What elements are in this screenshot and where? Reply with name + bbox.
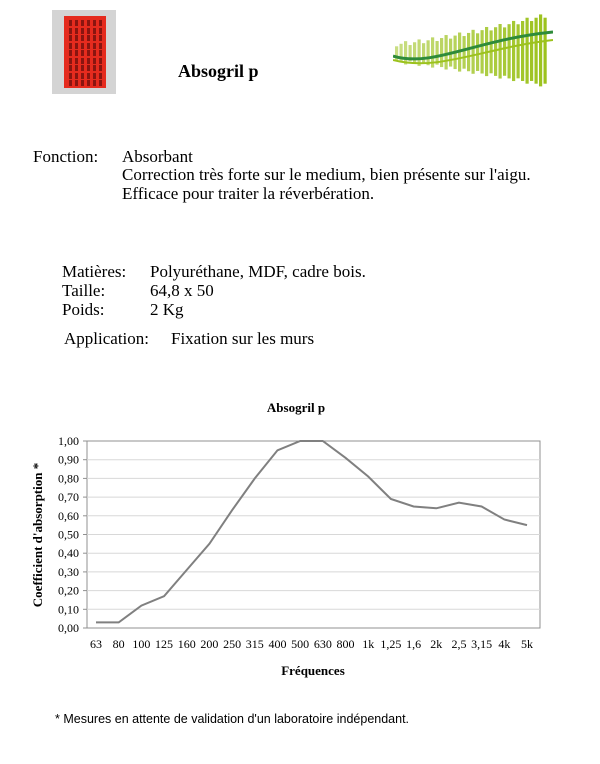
panel-slot — [99, 58, 102, 64]
logo-bar — [521, 21, 524, 81]
panel-slot — [87, 50, 90, 56]
panel-slot — [81, 20, 84, 26]
poids-value: 2 Kg — [150, 300, 184, 319]
fonction-label: Fonction: — [33, 147, 99, 166]
x-tick-label: 63 — [90, 637, 102, 651]
panel-slot — [87, 73, 90, 79]
brand-logo — [393, 10, 553, 90]
panel-slot — [69, 28, 72, 34]
logo-bar — [467, 33, 470, 71]
x-tick-label: 3,15 — [471, 637, 493, 651]
footnote: * Mesures en attente de validation d'un laboratoire indépendant. — [55, 712, 410, 726]
logo-bar — [494, 27, 497, 76]
logo-bar — [472, 30, 475, 74]
panel-slot — [93, 58, 96, 64]
panel-slot — [75, 73, 78, 79]
x-axis-label: Fréquences — [281, 663, 345, 678]
panel-slot — [81, 65, 84, 71]
panel-slot — [93, 65, 96, 71]
logo-bar — [499, 24, 502, 79]
grid-lines — [83, 441, 540, 628]
panel-slot — [81, 43, 84, 49]
application-label: Application: — [64, 329, 149, 348]
x-tick-label: 80 — [112, 637, 125, 651]
y-tick-label: 0,40 — [58, 546, 79, 561]
panel-slot — [87, 43, 90, 49]
panel-slot — [87, 28, 90, 34]
panel-slot — [81, 50, 84, 56]
panel-slot — [99, 43, 102, 49]
panel-slot — [81, 28, 84, 34]
logo-bar — [512, 21, 515, 81]
logo-bar — [535, 18, 538, 84]
matieres-label: Matières: — [62, 262, 127, 281]
logo-bar — [476, 33, 479, 71]
x-tick-label: 1,6 — [406, 637, 422, 651]
y-tick-label: 0,20 — [58, 583, 79, 598]
panel-slot — [93, 28, 96, 34]
panel-slot — [69, 65, 72, 71]
y-tick-label: 0,70 — [58, 490, 79, 505]
poids-label: Poids: — [62, 300, 105, 319]
logo-bar — [427, 40, 430, 65]
fonction-value: Absorbant — [122, 147, 193, 166]
panel-slot — [69, 43, 72, 49]
absorption-chart — [0, 390, 600, 690]
x-tick-label: 400 — [268, 637, 287, 651]
logo-bar — [404, 41, 407, 64]
x-tick-label: 1,25 — [380, 637, 402, 651]
x-tick-label: 5k — [521, 637, 533, 651]
panel-slot — [99, 50, 102, 56]
logo-bar — [418, 39, 421, 65]
y-tick-label: 0,90 — [58, 452, 79, 467]
panel-slot — [99, 35, 102, 41]
y-tick-label: 0,50 — [58, 527, 79, 542]
y-tick-label: 0,00 — [58, 621, 79, 635]
logo-bar — [544, 18, 547, 84]
panel-slot — [69, 73, 72, 79]
y-tick-labels — [58, 434, 79, 635]
x-tick-label: 100 — [132, 637, 151, 651]
panel-slot — [99, 80, 102, 86]
panel-slot — [93, 50, 96, 56]
x-tick-label: 160 — [177, 637, 196, 651]
panel-slot — [99, 20, 102, 26]
y-tick-label: 0,30 — [58, 564, 79, 579]
y-tick-label: 0,60 — [58, 508, 79, 523]
page-title: Absogril p — [178, 61, 259, 81]
panel-slot — [75, 65, 78, 71]
panel-slot — [69, 20, 72, 26]
panel-slot — [81, 35, 84, 41]
x-tick-label: 125 — [155, 637, 174, 651]
fonction-line-1: Correction très forte sur le medium, bien présente sur l'aigu. — [122, 165, 531, 184]
logo-bar — [526, 18, 529, 84]
x-tick-label: 2k — [430, 637, 443, 651]
logo-bar — [530, 21, 533, 81]
panel-slot — [99, 65, 102, 71]
panel-slot — [75, 58, 78, 64]
logo-bar — [517, 24, 520, 78]
panel-slot — [87, 20, 90, 26]
y-tick-label: 1,00 — [58, 434, 79, 448]
application-value: Fixation sur les murs — [171, 329, 315, 348]
x-tick-label: 250 — [223, 637, 242, 651]
panel-slot — [81, 80, 84, 86]
absorption-line — [96, 441, 527, 622]
x-tick-label: 315 — [245, 637, 264, 651]
x-tick-label: 800 — [336, 637, 355, 651]
panel-slot — [81, 73, 84, 79]
panel-slot — [99, 73, 102, 79]
panel-slot — [69, 35, 72, 41]
product-image — [52, 10, 116, 94]
taille-label: Taille: — [62, 281, 106, 300]
panel-slot — [93, 80, 96, 86]
panel-slot — [75, 20, 78, 26]
panel-slot — [87, 58, 90, 64]
panel-slot — [93, 35, 96, 41]
panel-slot — [69, 50, 72, 56]
panel-slot — [81, 58, 84, 64]
y-tick-label: 0,10 — [58, 602, 79, 617]
panel-slot — [75, 80, 78, 86]
panel-slot — [93, 73, 96, 79]
panel-slot — [87, 80, 90, 86]
fonction-line-2: Efficace pour traiter la réverbération. — [122, 184, 375, 203]
taille-value: 64,8 x 50 — [150, 281, 214, 300]
logo-bar — [445, 35, 448, 69]
panel-slot — [75, 28, 78, 34]
x-tick-label: 630 — [313, 637, 332, 651]
panel-slot — [75, 35, 78, 41]
x-tick-label: 1k — [362, 637, 375, 651]
panel-slot — [87, 65, 90, 71]
panel-slot — [75, 43, 78, 49]
x-tick-label: 200 — [200, 637, 219, 651]
chart-title: Absogril p — [266, 400, 326, 415]
logo-bar — [503, 27, 506, 75]
panel-slot — [99, 28, 102, 34]
panel-slot — [93, 43, 96, 49]
y-axis-label: Coefficient d'absorption * — [30, 462, 45, 608]
x-tick-label: 2,5 — [451, 637, 467, 651]
logo-bar — [539, 14, 542, 86]
x-tick-label: 500 — [291, 637, 310, 651]
logo-bar — [508, 24, 511, 78]
panel-slot — [93, 20, 96, 26]
panel-slot — [75, 50, 78, 56]
logo-bar — [463, 36, 466, 69]
logo-bar — [481, 30, 484, 73]
matieres-value: Polyuréthane, MDF, cadre bois. — [150, 262, 366, 281]
product-panel — [64, 16, 106, 88]
x-tick-label: 4k — [498, 637, 511, 651]
x-tick-labels — [90, 637, 533, 651]
panel-slot — [87, 35, 90, 41]
y-tick-label: 0,80 — [58, 471, 79, 486]
panel-slot — [69, 58, 72, 64]
panel-slot — [69, 80, 72, 86]
